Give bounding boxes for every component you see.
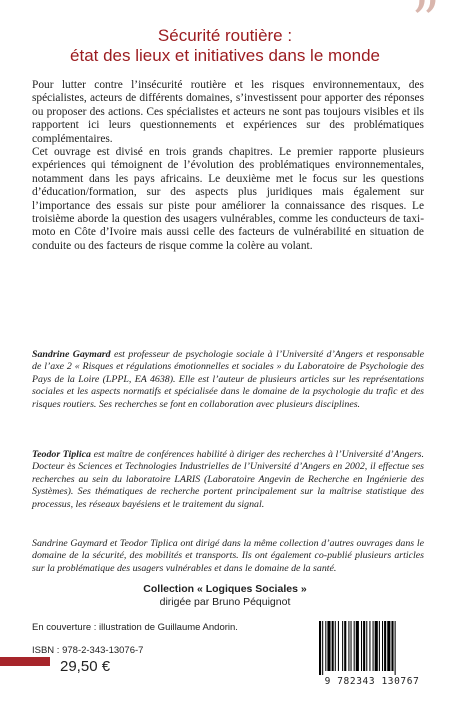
joint-authors-paragraph: Sandrine Gaymard et Teodor Tiplica ont dirigé dans la même collection d’autres ouvrages dans le domaine de la sécurité, des mobilités et transports. Ils ont également co-publié plusieurs articles sur la problématique des usagers vulnérables et dans le domaine de la santé. bbox=[32, 538, 424, 574]
author-bio-gaymard-text: est professeur de psychologie sociale à l’Université d’Angers et responsable de l’axe 2 « Risques et régulations émotionnelles et sociales » du Laboratoire de Psychologie des Pays de la Loire (LPPL, EA 4638). Elle est l’auteur de plusieurs articles sur les représentations sociales et les aspects normatifs et spécialisée dans le domaine de la psychologie du trafic et des risques routiers. Ses recherches se font en collaboration avec plusieurs disciplines. bbox=[32, 349, 425, 410]
collection-director: dirigée par Bruno Péquignot bbox=[159, 596, 291, 608]
author-name-gaymard: Sandrine Gaymard bbox=[32, 349, 111, 360]
isbn: ISBN : 978-2-343-13076-7 bbox=[32, 645, 144, 656]
joint-authors-note bbox=[32, 538, 424, 575]
accent-bar bbox=[0, 657, 50, 666]
author-bio-gaymard bbox=[32, 349, 424, 411]
title-line-1: Sécurité routière : bbox=[157, 26, 293, 45]
collection-name: Collection « Logiques Sociales » bbox=[143, 583, 307, 595]
title-line-2: état des lieux et initiatives dans le monde bbox=[70, 46, 380, 65]
author-name-tiplica: Teodor Tiplica bbox=[32, 449, 91, 460]
collection-info bbox=[0, 583, 450, 609]
author-bio-gaymard-paragraph bbox=[32, 349, 424, 411]
author-bio-tiplica bbox=[32, 449, 424, 511]
barcode-icon bbox=[317, 621, 427, 675]
summary-paragraph-1: Pour lutter contre l’insécurité routière et les risques environnementaux, des spécialistes, acteurs de différents domaines, s’investissent pour apporter des réponses ou proposer des actions. Ces spécialistes et acteurs ne sont pas toujours visibles et ils rapportent ici leurs questionnements et expériences sur des problématiques complémentaires. bbox=[32, 79, 424, 145]
barcode-digits: 9 782343 130767 bbox=[324, 676, 420, 687]
summary-paragraph-2: Cet ouvrage est divisé en trois grands chapitres. Le premier rapporte plusieurs expériences qui témoignent de l’évolution des problématiques environnementales, notamment dans les pays africains. Le deuxième met le focus sur les questions d’éducation/formation, sur des aspects plus juridiques mais également sur l’importance des essais sur piste pour améliorer la connaissance des risques. Le troisième aborde la question des usagers vulnérables, comme les conducteurs de taxi-moto en Côte d’Ivoire mais aussi celle des facteurs de vulnérabilité en situation de conduite ou des facteurs de risque comme la colère au volant. bbox=[32, 146, 424, 252]
price: 29,50 € bbox=[60, 658, 111, 675]
author-bio-tiplica-paragraph bbox=[32, 449, 424, 511]
quotation-mark-icon: ” bbox=[411, 0, 440, 54]
cover-credit: En couverture : illustration de Guillaume Andorin. bbox=[32, 622, 238, 633]
book-title bbox=[0, 26, 450, 66]
author-bio-tiplica-text: est maître de conférences habilité à diriger des recherches à l’Université d’Angers. Docteur ès Sciences et Technologies Industrielles de l’Université d’Angers en 2002, il effectue ses recherches au sein du laboratoire LARIS (Laboratoire Angevin de Recherche en Ingénierie des Systèmes). Ses thématiques de recherche portent principalement sur la maîtrise statistique des processus, les réseaux bayésiens et le traitement du signal. bbox=[32, 449, 424, 510]
summary-text bbox=[32, 79, 424, 253]
